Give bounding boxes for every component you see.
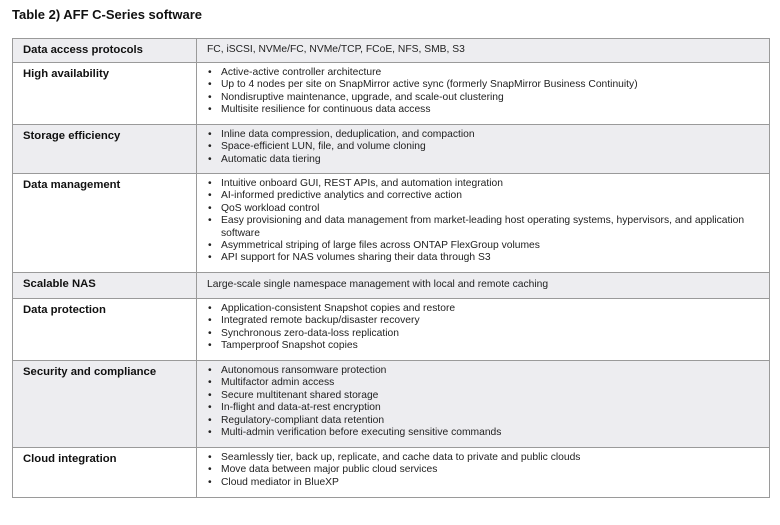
list-item: • Active-active controller architecture: [207, 67, 759, 79]
bullet-list: [207, 303, 759, 353]
list-item: • QoS workload control: [207, 203, 759, 215]
row-text: Large-scale single namespace management with local and remote caching: [207, 279, 549, 290]
list-item: • Nondisruptive maintenance, upgrade, and scale-out clustering: [207, 92, 759, 104]
table-row: [13, 174, 770, 273]
table-row: [13, 299, 770, 361]
list-item: • Tamperproof Snapshot copies: [207, 340, 759, 352]
list-item: • Up to 4 nodes per site on SnapMirror active sync (formerly SnapMirror Business Continuity): [207, 79, 759, 91]
bullet-list: [207, 129, 759, 166]
row-content: [197, 174, 770, 273]
list-item: • Integrated remote backup/disaster recovery: [207, 315, 759, 327]
bullet-list: [207, 452, 759, 489]
row-content: [197, 125, 770, 174]
list-item: • AI-informed predictive analytics and corrective action: [207, 190, 759, 202]
row-label: Data management: [13, 174, 197, 273]
list-item: • Application-consistent Snapshot copies and restore: [207, 303, 759, 315]
list-item: • Cloud mediator in BlueXP: [207, 477, 759, 489]
list-item: • API support for NAS volumes sharing their data through S3: [207, 252, 759, 264]
row-label: High availability: [13, 63, 197, 125]
list-item: • Synchronous zero-data-loss replication: [207, 328, 759, 340]
row-content: [197, 63, 770, 125]
list-item: • Inline data compression, deduplication, and compaction: [207, 129, 759, 141]
row-label: Data access protocols: [13, 39, 197, 63]
row-text: FC, iSCSI, NVMe/FC, NVMe/TCP, FCoE, NFS, SMB, S3: [207, 44, 465, 55]
bullet-list: [207, 67, 759, 117]
row-content: [197, 299, 770, 361]
bullet-list: [207, 178, 759, 265]
list-item: • Secure multitenant shared storage: [207, 390, 759, 402]
list-item: • Automatic data tiering: [207, 154, 759, 166]
list-item: • Intuitive onboard GUI, REST APIs, and automation integration: [207, 178, 759, 190]
bullet-list: [207, 365, 759, 439]
software-spec-table: [12, 38, 770, 498]
table-row: [13, 273, 770, 299]
row-label: Security and compliance: [13, 361, 197, 448]
list-item: • Space-efficient LUN, file, and volume cloning: [207, 141, 759, 153]
table-row: [13, 361, 770, 448]
list-item: • Autonomous ransomware protection: [207, 365, 759, 377]
table-row: [13, 448, 770, 498]
row-content: [197, 448, 770, 498]
row-content: [197, 273, 770, 299]
row-content: [197, 39, 770, 63]
list-item: • Asymmetrical striping of large files across ONTAP FlexGroup volumes: [207, 240, 759, 252]
list-item: • In-flight and data-at-rest encryption: [207, 402, 759, 414]
table-row: [13, 39, 770, 63]
list-item: • Multi-admin verification before executing sensitive commands: [207, 427, 759, 439]
table-row: [13, 63, 770, 125]
list-item: • Multisite resilience for continuous data access: [207, 104, 759, 116]
list-item: • Easy provisioning and data management from market-leading host operating systems, hypervisors, and application software: [207, 215, 759, 240]
row-label: Storage efficiency: [13, 125, 197, 174]
list-item: • Multifactor admin access: [207, 377, 759, 389]
row-label: Scalable NAS: [13, 273, 197, 299]
table-title: Table 2) AFF C-Series software: [12, 7, 202, 22]
list-item: • Move data between major public cloud services: [207, 464, 759, 476]
row-content: [197, 361, 770, 448]
list-item: • Seamlessly tier, back up, replicate, and cache data to private and public clouds: [207, 452, 759, 464]
row-label: Data protection: [13, 299, 197, 361]
list-item: • Regulatory-compliant data retention: [207, 415, 759, 427]
table-row: [13, 125, 770, 174]
row-label: Cloud integration: [13, 448, 197, 498]
